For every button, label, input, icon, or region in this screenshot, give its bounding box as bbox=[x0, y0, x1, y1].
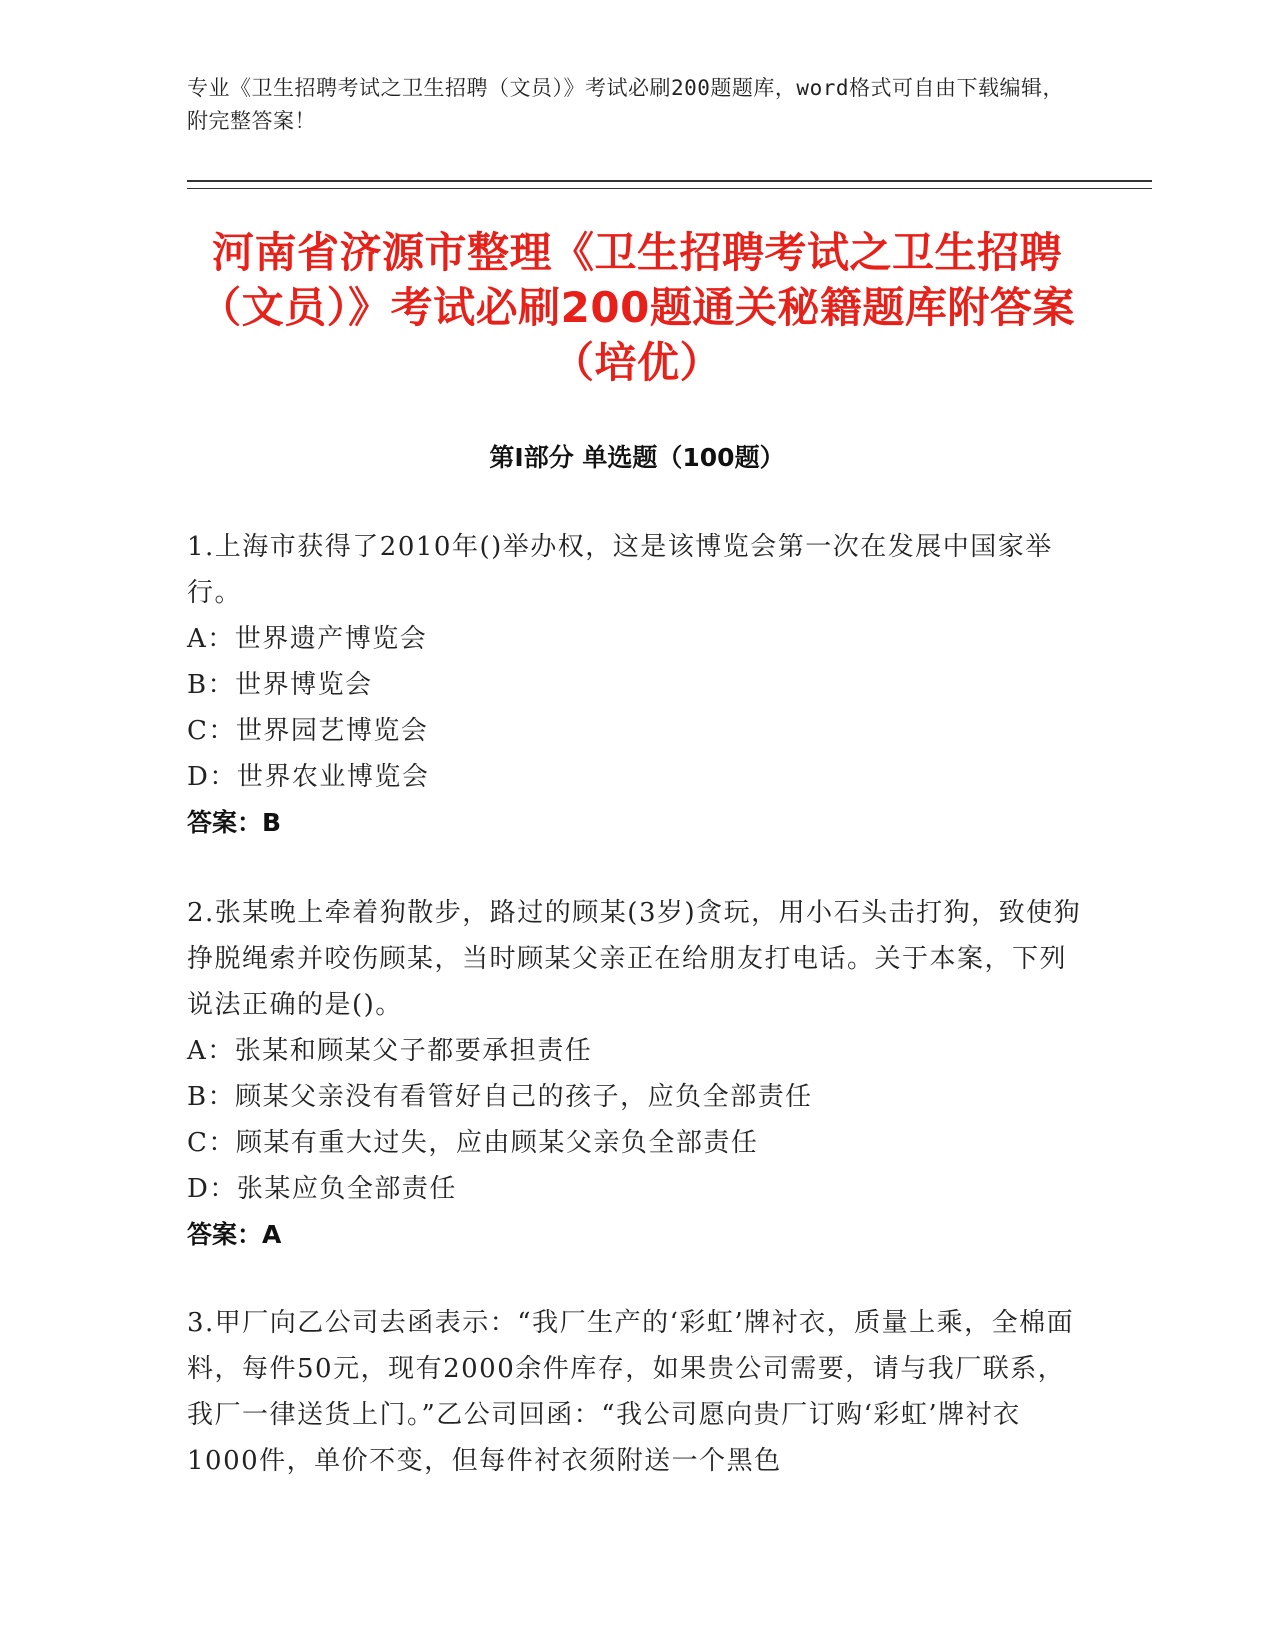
option-d: D：世界农业博览会 bbox=[187, 762, 430, 792]
header-divider-thick bbox=[187, 180, 1152, 182]
question-stem: 1.上海市获得了2010年()举办权，这是该博览会第一次在发展中国家举行。 bbox=[187, 532, 1053, 608]
document-title: 河南省济源市整理《卫生招聘考试之卫生招聘（文员）》考试必刷200题通关秘籍题库附答案（培优） bbox=[199, 228, 1075, 387]
option-a: A：张某和顾某父子都要承担责任 bbox=[187, 1036, 593, 1066]
option-d: D：张某应负全部责任 bbox=[187, 1174, 457, 1204]
option-c: C：顾某有重大过失，应由顾某父亲负全部责任 bbox=[187, 1128, 759, 1158]
answer-line: 答案：B bbox=[187, 808, 282, 837]
question-2 bbox=[187, 890, 1087, 1258]
option-b: B：顾某父亲没有看管好自己的孩子，应负全部责任 bbox=[187, 1082, 813, 1112]
option-b: B：世界博览会 bbox=[187, 670, 373, 700]
header-divider-thin bbox=[187, 188, 1152, 189]
question-stem: 2.张某晚上牵着狗散步，路过的顾某(3岁)贪玩，用小石头击打狗，致使狗挣脱绳索并咬伤顾某，当时顾某父亲正在给朋友打电话。关于本案，下列说法正确的是()。 bbox=[187, 898, 1082, 1020]
question-1 bbox=[187, 524, 1087, 846]
answer-line: 答案：A bbox=[187, 1220, 282, 1249]
question-stem: 3.甲厂向乙公司去函表示：“我厂生产的‘彩虹’牌衬衣，质量上乘，全棉面料，每件50元，现有2000余件库存，如果贵公司需要，请与我厂联系，我厂一律送货上门。”乙公司回函：“我公司愿向贵厂订购‘彩虹’牌衬衣1000件，单价不变，但每件衬衣须附送一个黑色 bbox=[187, 1308, 1075, 1476]
option-c: C：世界园艺博览会 bbox=[187, 716, 429, 746]
option-a: A：世界遗产博览会 bbox=[187, 624, 428, 654]
section-heading: 第Ⅰ部分 单选题（100题） bbox=[489, 443, 785, 472]
question-3 bbox=[187, 1300, 1087, 1484]
header-note: 专业《卫生招聘考试之卫生招聘（文员）》考试必刷200题题库，word格式可自由下载编辑，附完整答案！ bbox=[187, 76, 1064, 133]
